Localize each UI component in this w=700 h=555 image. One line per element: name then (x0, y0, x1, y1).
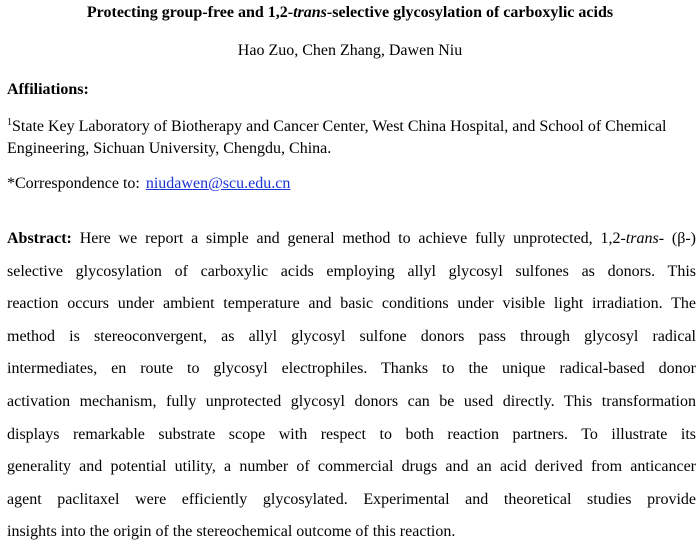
correspondence-line (7, 174, 290, 194)
abstract-line: selective glycosylation of carboxylic acids employing allyl glycosyl sulfones as donors. This (7, 262, 696, 280)
affiliations-heading: Affiliations: (7, 81, 89, 98)
abstract-line: intermediates, en route to glycosyl electrophiles. Thanks to the unique radical-based donor (7, 360, 696, 378)
abstract-section (7, 229, 696, 555)
abstract-line: reaction occurs under ambient temperature and basic conditions under visible light irradiation. The (7, 295, 696, 313)
abstract-line-1-pre: Here we report a simple and general method to achieve fully unprotected, 1,2- (71, 230, 626, 247)
abstract-line: generality and potential utility, a number of commercial drugs and an acid derived from anticancer (7, 458, 696, 476)
affiliation-text: State Key Laboratory of Biotherapy and Cancer Center, West China Hospital, and School of Chemical Engineering, Sichuan University, Chengdu, China. (7, 118, 667, 157)
abstract-line: activation mechanism, fully unprotected glycosyl donors can be used directly. This transformation (7, 392, 696, 410)
author-list: Hao Zuo, Chen Zhang, Dawen Niu (237, 42, 463, 59)
abstract-line: method is stereoconvergent, as allyl glycosyl sulfone donors pass through glycosyl radical (7, 327, 696, 345)
abstract-line-1-post: - (β-) (658, 230, 697, 247)
affiliation-entry (7, 116, 697, 160)
correspondence-label: *Correspondence to: (7, 175, 140, 192)
abstract-line (7, 229, 696, 249)
abstract-line: displays remarkable substrate scope with respect to both reaction partners. To illustrate its (7, 425, 696, 443)
abstract-line: agent paclitaxel were efficiently glycosylated. Experimental and theoretical studies provide (7, 490, 696, 508)
abstract-line: insights into the origin of the stereochemical outcome of this reaction. (7, 523, 456, 541)
abstract-label: Abstract: (7, 230, 72, 247)
abstract-italic-trans: trans (625, 230, 659, 247)
title-part-2: -selective glycosylation of carboxylic acids (326, 4, 614, 21)
correspondence-email-link[interactable]: niudawen@scu.edu.cn (145, 175, 291, 192)
title-part-1: Protecting group-free and 1,2- (86, 4, 294, 21)
affiliation-superscript: 1 (7, 117, 12, 128)
paper-title (0, 3, 700, 23)
title-italic-trans: trans (293, 4, 327, 21)
